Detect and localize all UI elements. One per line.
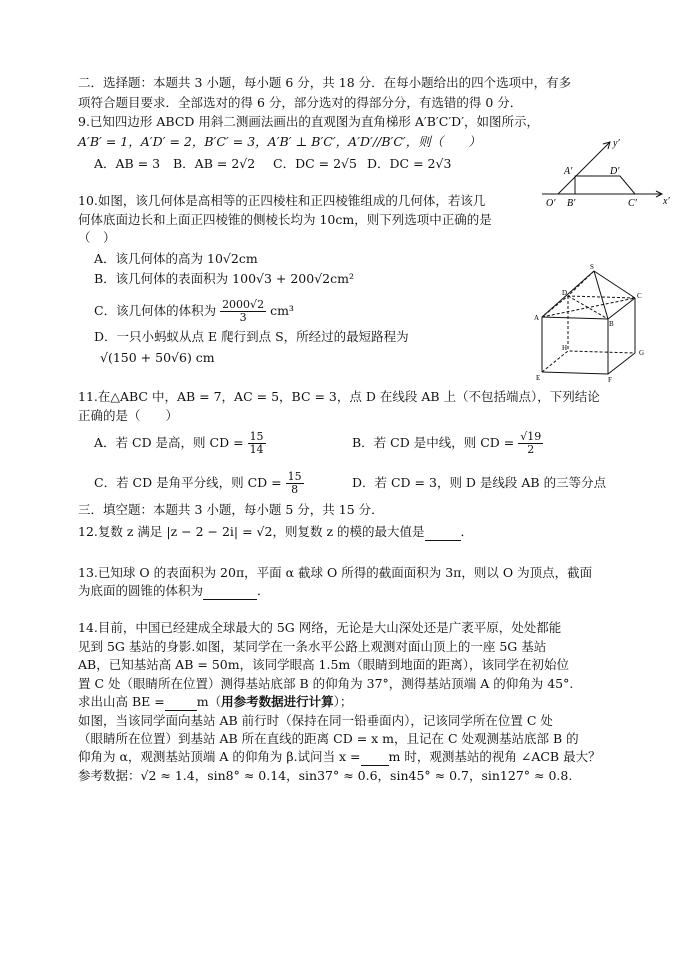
q13-text: 为底面的圆锥的体积为 [78, 583, 204, 598]
q9-fig-a-label: A′ [564, 166, 573, 177]
q11-option-a[interactable] [94, 426, 266, 460]
q14-line3: AB，已知基站高 AB = 50m，该同学眼高 1.5m（眼睛到地面的距离），该同学在初始位 [78, 657, 570, 672]
q10-stem-line3: （ ） [78, 230, 116, 245]
q11-option-c-fraction [286, 471, 304, 496]
q11-option-a-prefix: A．若 CD 是高，则 CD = [94, 435, 244, 450]
q10-fig-d-label: D [562, 289, 568, 297]
q9-stem-line1: 9.已知四边形 ABCD 用斜二测画法画出的直观图为直角梯形 A′B′C′D′，如图所示， [78, 114, 540, 129]
q10-option-c-numerator: 2000√2 [222, 298, 265, 311]
q11-option-c-denominator: 8 [291, 483, 299, 496]
q10-option-a[interactable]: A．该几何体的高为 10√2cm [94, 251, 258, 266]
q10-option-b[interactable]: B．该几何体的表面积为 100√3 + 200√2cm² [94, 271, 354, 286]
q11-stem-line1: 11.在△ABC 中，AB = 7，AC = 5，BC = 3，点 D 在线段 AB 上（不包括端点），下列结论 [78, 389, 600, 404]
q14-line7: （眼睛所在位置）到基站 AB 所在直线的距离 CD = x m，且记在 C 处观测基站底部 B 的 [78, 731, 579, 746]
q13-answer-blank[interactable] [203, 583, 257, 600]
q14-be-answer-blank[interactable] [165, 694, 197, 711]
q13-stem-line1: 13.已知球 O 的表面积为 20π，平面 α 截球 O 所得的截面面积为 3π，则以 O 为顶点，截面 [78, 565, 593, 580]
q10-fig-g-label: G [639, 349, 645, 357]
q11-option-b[interactable] [352, 426, 543, 460]
q14-line2: 见到 5G 基站的身影.如图，某同学在一条水平公路上观测对面山顶上的一座 5G 基站 [78, 639, 547, 654]
q11-option-d[interactable]: D．若 CD = 3，则 D 是线段 AB 的三等分点 [352, 475, 607, 490]
q11-option-c-prefix: C．若 CD 是角平分线，则 CD = [94, 475, 282, 490]
q14-line6: 如图，当该同学面向基站 AB 前行时（保持在同一铅垂面内），记该同学所在位置 C 处 [78, 713, 553, 728]
q13-stem-line2 [78, 583, 270, 600]
section2-line2: 项符合题目要求．全部选对的得 6 分，部分选对的得部分分，有选错的得 0 分． [78, 95, 523, 110]
q10-fig-e-label: E [536, 374, 541, 382]
q9-option-b[interactable]: B．AB = 2√2 [173, 156, 256, 171]
q10-option-c-fraction [220, 299, 266, 324]
q9-fig-c-label: C′ [628, 198, 637, 209]
q14-reference-data: 参考数据：√2 ≈ 1.4，sin8° ≈ 0.14，sin37° ≈ 0.6，sin45° ≈ 0.7，sin127° ≈ 0.8. [78, 768, 573, 783]
q10-option-c-prefix: C．该几何体的体积为 [94, 303, 217, 318]
q11-option-a-fraction [248, 431, 266, 456]
q11-stem-line2: 正确的是（ ） [78, 408, 179, 423]
q9-fig-b-label: B′ [567, 198, 576, 209]
q11-option-b-numerator: √19 [520, 430, 542, 443]
q11-option-c-numerator: 15 [287, 470, 302, 483]
q14-line5-unit: m（ [196, 694, 222, 709]
q9-option-c[interactable]: C．DC = 2√5 [273, 156, 357, 171]
section3-header: 三．填空题：本题共 3 小题，每小题 5 分，共 15 分． [78, 502, 384, 517]
q11-option-c[interactable] [94, 466, 304, 500]
q14-line8-text: 仰角为 α，观测基站顶端 A 的仰角为 β.试问当 x = [78, 749, 361, 764]
q9-option-d[interactable]: D．DC = 2√3 [367, 156, 452, 171]
q12-period: ． [460, 524, 474, 539]
q10-option-c-denominator: 3 [239, 311, 247, 324]
q14-line8-end: m 时，观测基站的视角 ∠ACB 最大？ [388, 749, 601, 764]
q14-line8 [78, 749, 601, 766]
q12-answer-blank[interactable] [425, 524, 461, 541]
q10-stem-line2: 何体底面边长和上面正四棱锥的侧棱长均为 10cm，则下列选项中正确的是 [78, 212, 492, 227]
q11-option-a-denominator: 14 [249, 443, 264, 456]
q11-option-a-numerator: 15 [249, 430, 264, 443]
section2-line1: 二．选择题：本题共 3 小题，每小题 6 分，共 18 分．在每小题给出的四个选项中，有多 [78, 75, 572, 90]
q14-line1: 14.目前，中国已经建成全球最大的 5G 网络，无论是大山深处还是广袤平原，处处都能 [78, 620, 562, 635]
q11-option-b-prefix: B．若 CD 是中线，则 CD = [352, 435, 515, 450]
q9-fig-y-label: y′ [613, 138, 620, 149]
q14-line5-text: 求出山高 BE = [78, 694, 165, 709]
q10-option-c-unit: cm³ [270, 303, 294, 318]
q9-trapezoid-figure [540, 136, 675, 212]
q10-option-d-answer: √(150 + 50√6) cm [100, 350, 215, 365]
q12-text: 12.复数 z 满足 |z − 2 − 2i| = √2，则复数 z 的模的最大值是 [78, 524, 425, 539]
q14-line5-end: ）； [333, 694, 353, 709]
q10-fig-s-label: S [590, 263, 594, 271]
q12-stem [78, 524, 473, 541]
q10-fig-c-label: C [637, 292, 642, 300]
q14-x-answer-blank[interactable] [361, 749, 389, 766]
q10-fig-a-label: A [534, 314, 540, 322]
q9-fig-x-label: x′ [663, 196, 670, 207]
q10-stem-line1: 10.如图，该几何体是高相等的正四棱柱和正四棱锥组成的几何体，若该几 [78, 193, 486, 208]
q14-line4: 置 C 处（眼睛所在位置）测得基站底部 B 的仰角为 37°，测得基站顶端 A 的仰角为 45°. [78, 676, 574, 691]
q9-fig-o-label: O′ [546, 198, 556, 209]
q9-stem-line2: A′B′ = 1，A′D′ = 2，B′C′ = 3，A′B′ ⊥ B′C′，A′D′//B′C′，则（ ） [78, 134, 481, 149]
q11-option-b-fraction [518, 431, 543, 456]
q11-option-b-denominator: 2 [527, 443, 535, 456]
q14-line5 [78, 694, 352, 711]
q10-fig-b-label: B [609, 320, 614, 328]
q10-option-d[interactable]: D．一只小蚂蚁从点 E 爬行到点 S，所经过的最短路程为 [94, 329, 409, 344]
q9-option-a[interactable]: A．AB = 3 [94, 156, 161, 171]
q10-solid-figure [530, 262, 660, 384]
q9-fig-d-label: D′ [610, 166, 620, 177]
q10-fig-h-label: H [562, 344, 568, 352]
q14-line5-note: 用参考数据进行计算 [221, 694, 334, 709]
q10-fig-f-label: F [608, 376, 612, 384]
q10-option-c[interactable] [94, 294, 294, 328]
q13-period: ． [257, 583, 270, 598]
